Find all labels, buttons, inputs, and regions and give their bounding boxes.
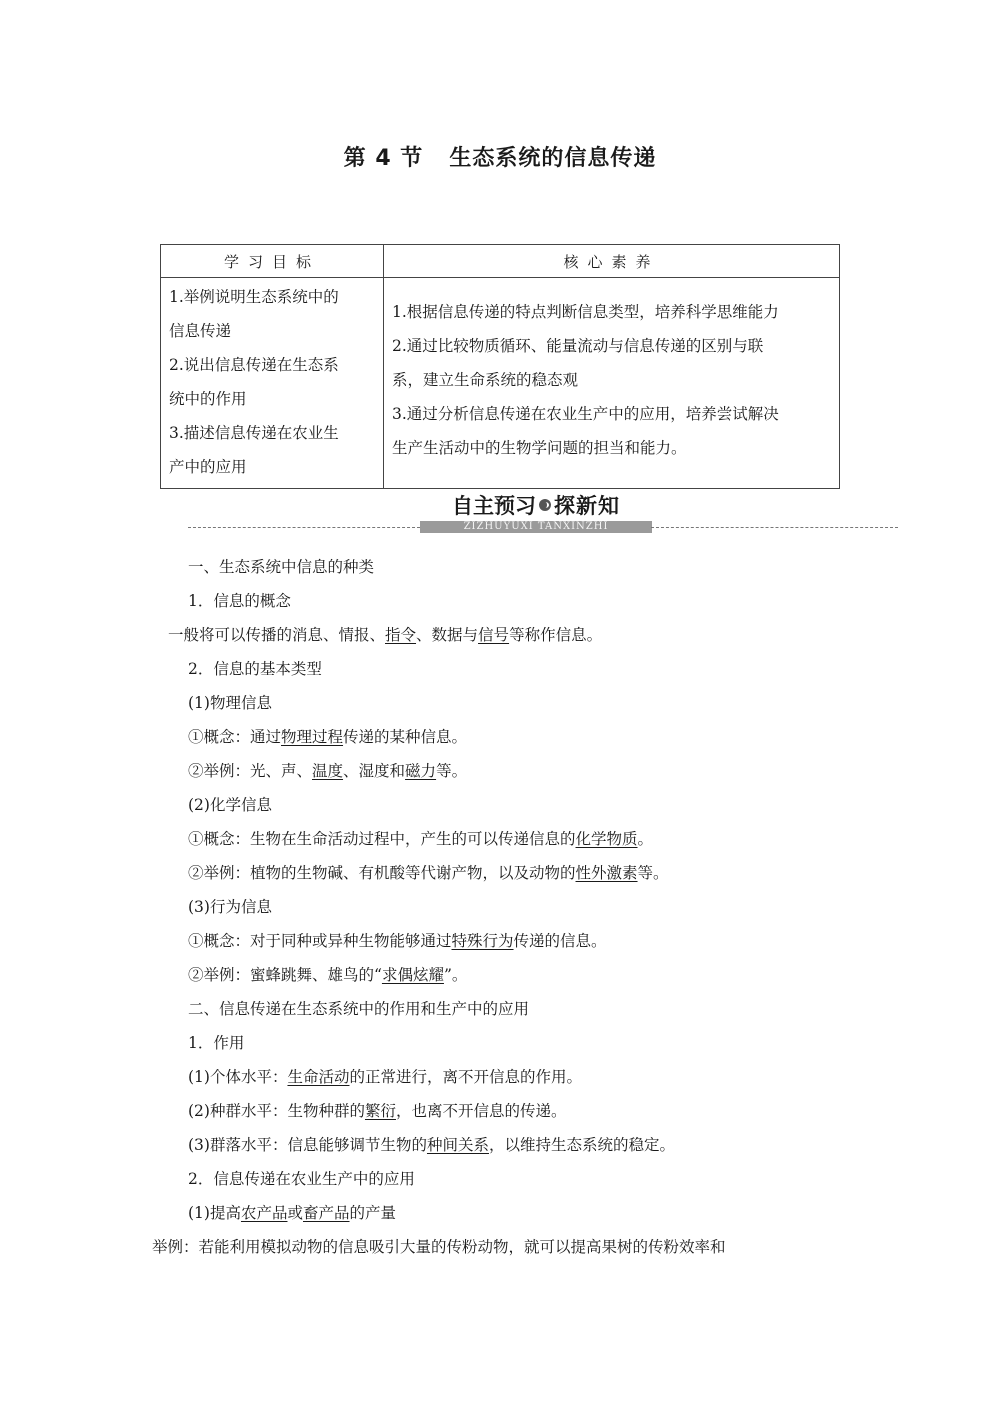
text: ”。 bbox=[443, 966, 468, 984]
paragraph-line bbox=[188, 720, 888, 754]
heading-section-2: 二、信息传递在生态系统中的作用和生产中的应用 bbox=[188, 1000, 530, 1018]
goal-line: 信息传递 bbox=[169, 322, 232, 340]
text: 、湿度和 bbox=[343, 762, 406, 780]
goal-line: 3.描述信息传递在农业生 bbox=[169, 424, 339, 442]
content-body bbox=[168, 550, 888, 1230]
paragraph-line bbox=[188, 1128, 888, 1162]
text: 传递的某种信息。 bbox=[343, 728, 468, 746]
fill-in-answer: 性外激素 bbox=[575, 864, 638, 882]
text: 的产量 bbox=[349, 1204, 397, 1222]
text: (1)个体水平： bbox=[188, 1068, 288, 1086]
text: (1)提高 bbox=[188, 1204, 241, 1222]
competency-line: 3.通过分析信息传递在农业生产中的应用，培养尝试解决 bbox=[392, 405, 779, 423]
fill-in-answer: 农产品 bbox=[240, 1204, 288, 1222]
goals-table-header-row bbox=[161, 245, 840, 278]
paragraph-line bbox=[168, 618, 888, 652]
fill-in-answer: 温度 bbox=[312, 762, 344, 780]
text: 一般将可以传播的消息、情报、 bbox=[168, 626, 386, 644]
paragraph-line bbox=[188, 856, 888, 890]
text: 等。 bbox=[436, 762, 468, 780]
text: 等称作信息。 bbox=[509, 626, 603, 644]
paragraph-line bbox=[188, 1196, 888, 1230]
goals-table bbox=[160, 244, 840, 489]
fill-in-answer: 种间关系 bbox=[426, 1136, 489, 1154]
banner-heading bbox=[420, 492, 652, 520]
fill-in-answer: 信号 bbox=[478, 626, 510, 644]
goal-line: 1.举例说明生态系统中的 bbox=[169, 288, 339, 306]
text: ②举例：光、声、 bbox=[188, 762, 313, 780]
text: 、数据与 bbox=[416, 626, 479, 644]
fill-in-answer: 化学物质 bbox=[575, 830, 638, 848]
text: 或 bbox=[287, 1204, 303, 1222]
learning-goals-cell bbox=[161, 278, 384, 489]
fill-in-answer: 物理过程 bbox=[281, 728, 344, 746]
competency-line: 生产生活动中的生物学问题的担当和能力。 bbox=[392, 439, 687, 457]
fill-in-answer: 特殊行为 bbox=[451, 932, 514, 950]
banner-heading-b: 探新知 bbox=[554, 494, 620, 518]
subheading: 1．信息的概念 bbox=[188, 592, 291, 610]
text: 。 bbox=[637, 830, 654, 848]
text: ②举例：蜜蜂跳舞、雄鸟的“ bbox=[188, 966, 382, 984]
text: 的正常进行，离不开信息的作用。 bbox=[349, 1068, 582, 1086]
arrow-circle-icon bbox=[539, 499, 551, 511]
dashed-divider-right bbox=[651, 527, 898, 528]
fill-in-answer: 畜产品 bbox=[303, 1204, 350, 1222]
fill-in-answer: 生命活动 bbox=[287, 1068, 350, 1086]
paragraph-line bbox=[188, 1094, 888, 1128]
subheading: 2．信息传递在农业生产中的应用 bbox=[188, 1170, 415, 1188]
core-competencies-cell bbox=[384, 278, 840, 489]
subheading: 1．作用 bbox=[188, 1034, 245, 1052]
paragraph-line bbox=[188, 924, 888, 958]
paragraph-line bbox=[188, 1060, 888, 1094]
subheading: (1)物理信息 bbox=[188, 694, 272, 712]
fill-in-answer: 求偶炫耀 bbox=[381, 966, 444, 984]
text: ②举例：植物的生物碱、有机酸等代谢产物，以及动物的 bbox=[188, 864, 576, 882]
section-number: 第 4 节 bbox=[343, 146, 424, 171]
text: ①概念：通过 bbox=[188, 728, 282, 746]
goal-line: 统中的作用 bbox=[169, 390, 247, 408]
header-learning-goals: 学习目标 bbox=[161, 245, 384, 278]
paragraph-line bbox=[188, 822, 888, 856]
goal-line: 产中的应用 bbox=[169, 458, 247, 476]
text: (2)种群水平：生物种群的 bbox=[188, 1102, 365, 1120]
example-line: 举例：若能利用模拟动物的信息吸引大量的传粉动物，就可以提高果树的传粉效率和 bbox=[152, 1238, 726, 1256]
competency-line: 2.通过比较物质循环、能量流动与信息传递的区别与联 bbox=[392, 337, 764, 355]
competency-line: 系，建立生命系统的稳态观 bbox=[392, 371, 579, 389]
fill-in-answer: 指令 bbox=[385, 626, 417, 644]
fill-in-answer: 磁力 bbox=[405, 762, 437, 780]
subheading: 2．信息的基本类型 bbox=[188, 660, 322, 678]
text: ，也离不开信息的传递。 bbox=[395, 1102, 567, 1120]
text: ①概念：生物在生命活动过程中，产生的可以传递信息的 bbox=[188, 830, 576, 848]
text: ①概念：对于同种或异种生物能够通过 bbox=[188, 932, 452, 950]
text: (3)群落水平：信息能够调节生物的 bbox=[188, 1136, 427, 1154]
paragraph-line bbox=[188, 754, 888, 788]
text: ，以维持生态系统的稳定。 bbox=[488, 1136, 675, 1154]
dashed-divider-left bbox=[188, 527, 420, 528]
text: 传递的信息。 bbox=[513, 932, 607, 950]
competency-line: 1.根据信息传递的特点判断信息类型，培养科学思维能力 bbox=[392, 303, 779, 321]
section-banner bbox=[188, 492, 898, 534]
page-title bbox=[0, 141, 1000, 172]
fill-in-answer: 繁衍 bbox=[364, 1102, 396, 1120]
goals-table-body-row bbox=[161, 278, 840, 489]
subheading: (2)化学信息 bbox=[188, 796, 272, 814]
banner-subtitle: ZIZHUYUXI TANXINZHI bbox=[420, 521, 652, 533]
subheading: (3)行为信息 bbox=[188, 898, 272, 916]
goal-line: 2.说出信息传递在生态系 bbox=[169, 356, 339, 374]
paragraph-line bbox=[188, 958, 888, 992]
header-core-competencies: 核心素养 bbox=[384, 245, 840, 278]
banner-heading-a: 自主预习 bbox=[452, 494, 536, 518]
heading-section-1: 一、生态系统中信息的种类 bbox=[188, 558, 375, 576]
section-title: 生态系统的信息传递 bbox=[449, 146, 657, 171]
text: 等。 bbox=[637, 864, 669, 882]
